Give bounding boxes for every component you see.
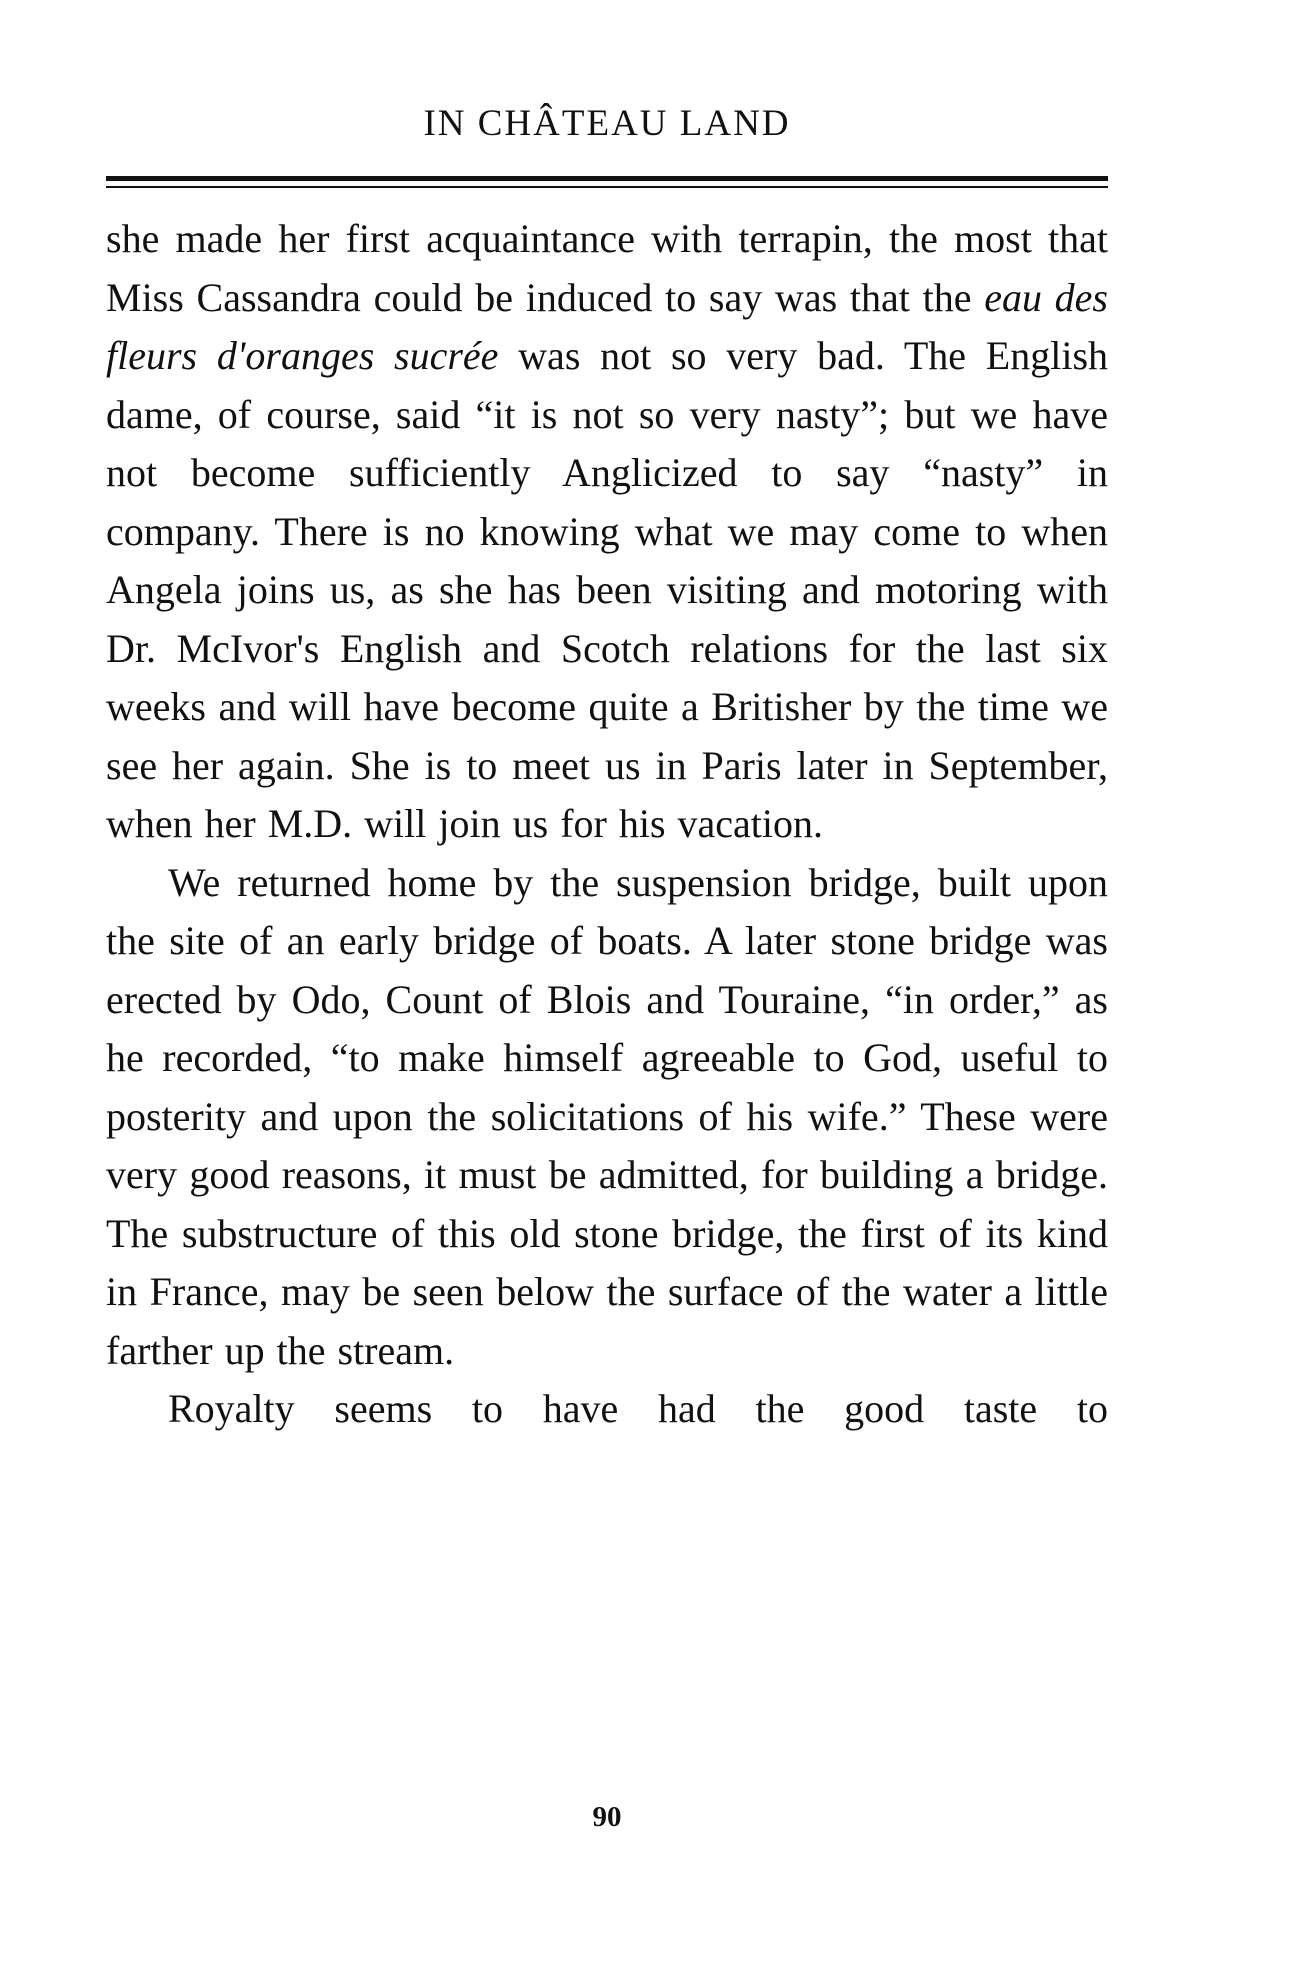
book-page bbox=[106, 0, 1108, 1982]
header-rule-thin bbox=[106, 186, 1108, 188]
paragraph-1 bbox=[106, 210, 1108, 854]
page-number: 90 bbox=[592, 1801, 622, 1833]
paragraph-3: Royalty seems to have had the good taste to bbox=[168, 1386, 1108, 1431]
header-rule-thick bbox=[106, 176, 1108, 181]
running-head: IN CHÂTEAU LAND bbox=[423, 103, 791, 144]
body-text bbox=[106, 210, 1108, 1439]
paragraph-1-text-a: she made her first acquaintance with terrapin, the most that Miss Cassandra could be induced to say was that the bbox=[106, 216, 1108, 320]
paragraph-1-italic-phrase: eau des fleurs d'oranges sucrée bbox=[106, 274, 1109, 378]
paragraph-1-text-b: was not so very bad. The English dame, of course, said “it is not so very nasty”; but we have not become sufficiently Anglicized to say “nasty” in company. There is no knowing what we may come to when Angela joins us, as she has been visiting and motoring with Dr. McIvor's English and Scotch relations for the last six weeks and will have become quite a Britisher by the time we see her again. She is to meet us in Paris later in September, when her M.D. will join us for his vacation. bbox=[106, 333, 1109, 846]
paragraph-2: We returned home by the suspension bridge, built upon the site of an early bridge of boats. A later stone bridge was erected by Odo, Count of Blois and Touraine, “in order,” as he recorded, “to make himself agreeable to God, useful to posterity and upon the solicitations of his wife.” These were very good reasons, it must be admitted, for building a bridge. The substructure of this old stone bridge, the first of its kind in France, may be seen below the surface of the water a little farther up the stream. bbox=[106, 859, 1108, 1373]
